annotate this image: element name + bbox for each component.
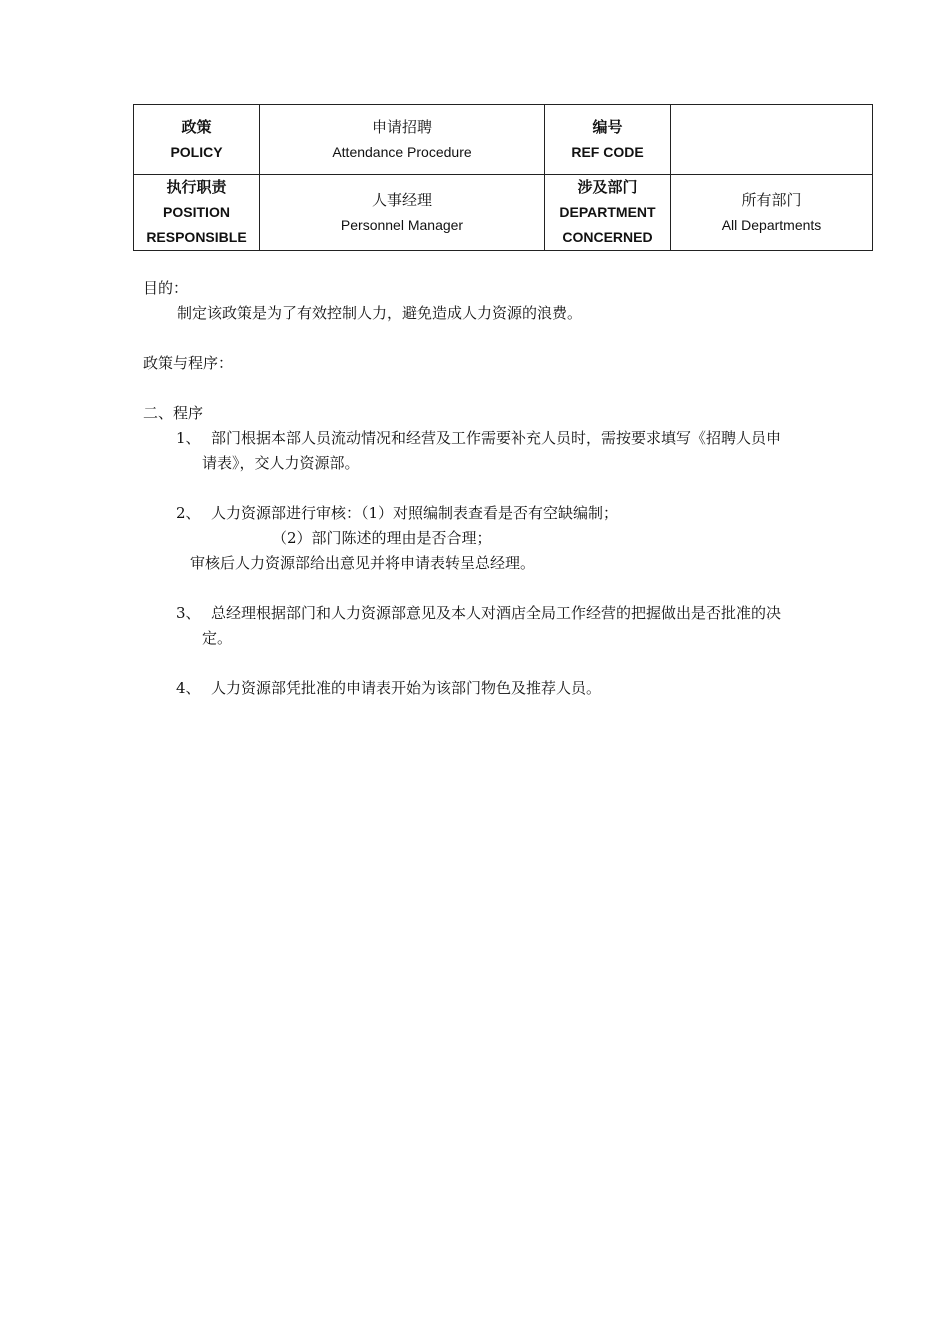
position-label-en-2: RESPONSIBLE — [146, 229, 247, 245]
department-label-cn: 涉及部门 — [577, 178, 638, 196]
procedure-item-3-line-2: 定。 — [202, 629, 233, 647]
header-row-policy — [134, 105, 873, 175]
position-label-cell — [134, 175, 260, 251]
procedure-item-4-line-1: 人力资源部凭批准的申请表开始为该部门物色及推荐人员。 — [211, 679, 602, 697]
procedure-item-4-number: 4、 — [176, 679, 201, 697]
ref-code-value-cell — [671, 105, 873, 175]
policy-procedure-heading: 政策与程序： — [143, 354, 234, 372]
procedure-item-1-number: 1、 — [176, 429, 201, 447]
purpose-heading: 目的： — [143, 279, 189, 297]
position-label-cn: 执行职责 — [166, 178, 227, 196]
department-label-cell — [545, 175, 671, 251]
policy-header-table — [133, 104, 873, 251]
policy-label-cell — [134, 105, 260, 175]
policy-value-en: Attendance Procedure — [332, 143, 472, 160]
procedure-item-1-line-1: 部门根据本部人员流动情况和经营及工作需要补充人员时，需按要求填写《招聘人员申 — [211, 429, 782, 447]
department-label-en-1: DEPARTMENT — [559, 204, 656, 220]
policy-label-cn: 政策 — [181, 117, 212, 136]
header-row-position — [134, 175, 873, 251]
department-value-cell — [671, 175, 873, 251]
ref-code-label-cell — [545, 105, 671, 175]
department-label-en-2: CONCERNED — [562, 229, 653, 245]
purpose-text: 制定该政策是为了有效控制人力，避免造成人力资源的浪费。 — [177, 304, 583, 322]
ref-code-label-cn: 编号 — [592, 117, 623, 136]
position-label-en-1: POSITION — [163, 204, 230, 220]
policy-label-en: POLICY — [170, 143, 223, 160]
policy-value-cell — [260, 105, 545, 175]
position-value-cell — [260, 175, 545, 251]
policy-value-cn: 申请招聘 — [371, 117, 432, 136]
department-value-cn: 所有部门 — [741, 190, 802, 209]
position-value-cn: 人事经理 — [371, 190, 432, 209]
department-value-en: All Departments — [721, 216, 822, 233]
procedure-heading: 二、程序 — [143, 404, 204, 422]
ref-code-label-en: REF CODE — [571, 143, 644, 160]
procedure-item-1-line-2: 请表》，交人力资源部。 — [202, 454, 360, 472]
procedure-item-2-number: 2、 — [176, 504, 201, 522]
procedure-item-2-line-1: 人力资源部进行审核：（1）对照编制表查看是否有空缺编制； — [211, 504, 619, 522]
procedure-item-3-line-1: 总经理根据部门和人力资源部意见及本人对酒店全局工作经营的把握做出是否批准的决 — [211, 604, 782, 622]
procedure-item-2-line-3: 审核后人力资源部给出意见并将申请表转呈总经理。 — [190, 554, 536, 572]
position-value-en: Personnel Manager — [340, 216, 464, 233]
procedure-item-2-line-2: （2）部门陈述的理由是否合理； — [272, 529, 492, 547]
procedure-item-3-number: 3、 — [176, 604, 201, 622]
